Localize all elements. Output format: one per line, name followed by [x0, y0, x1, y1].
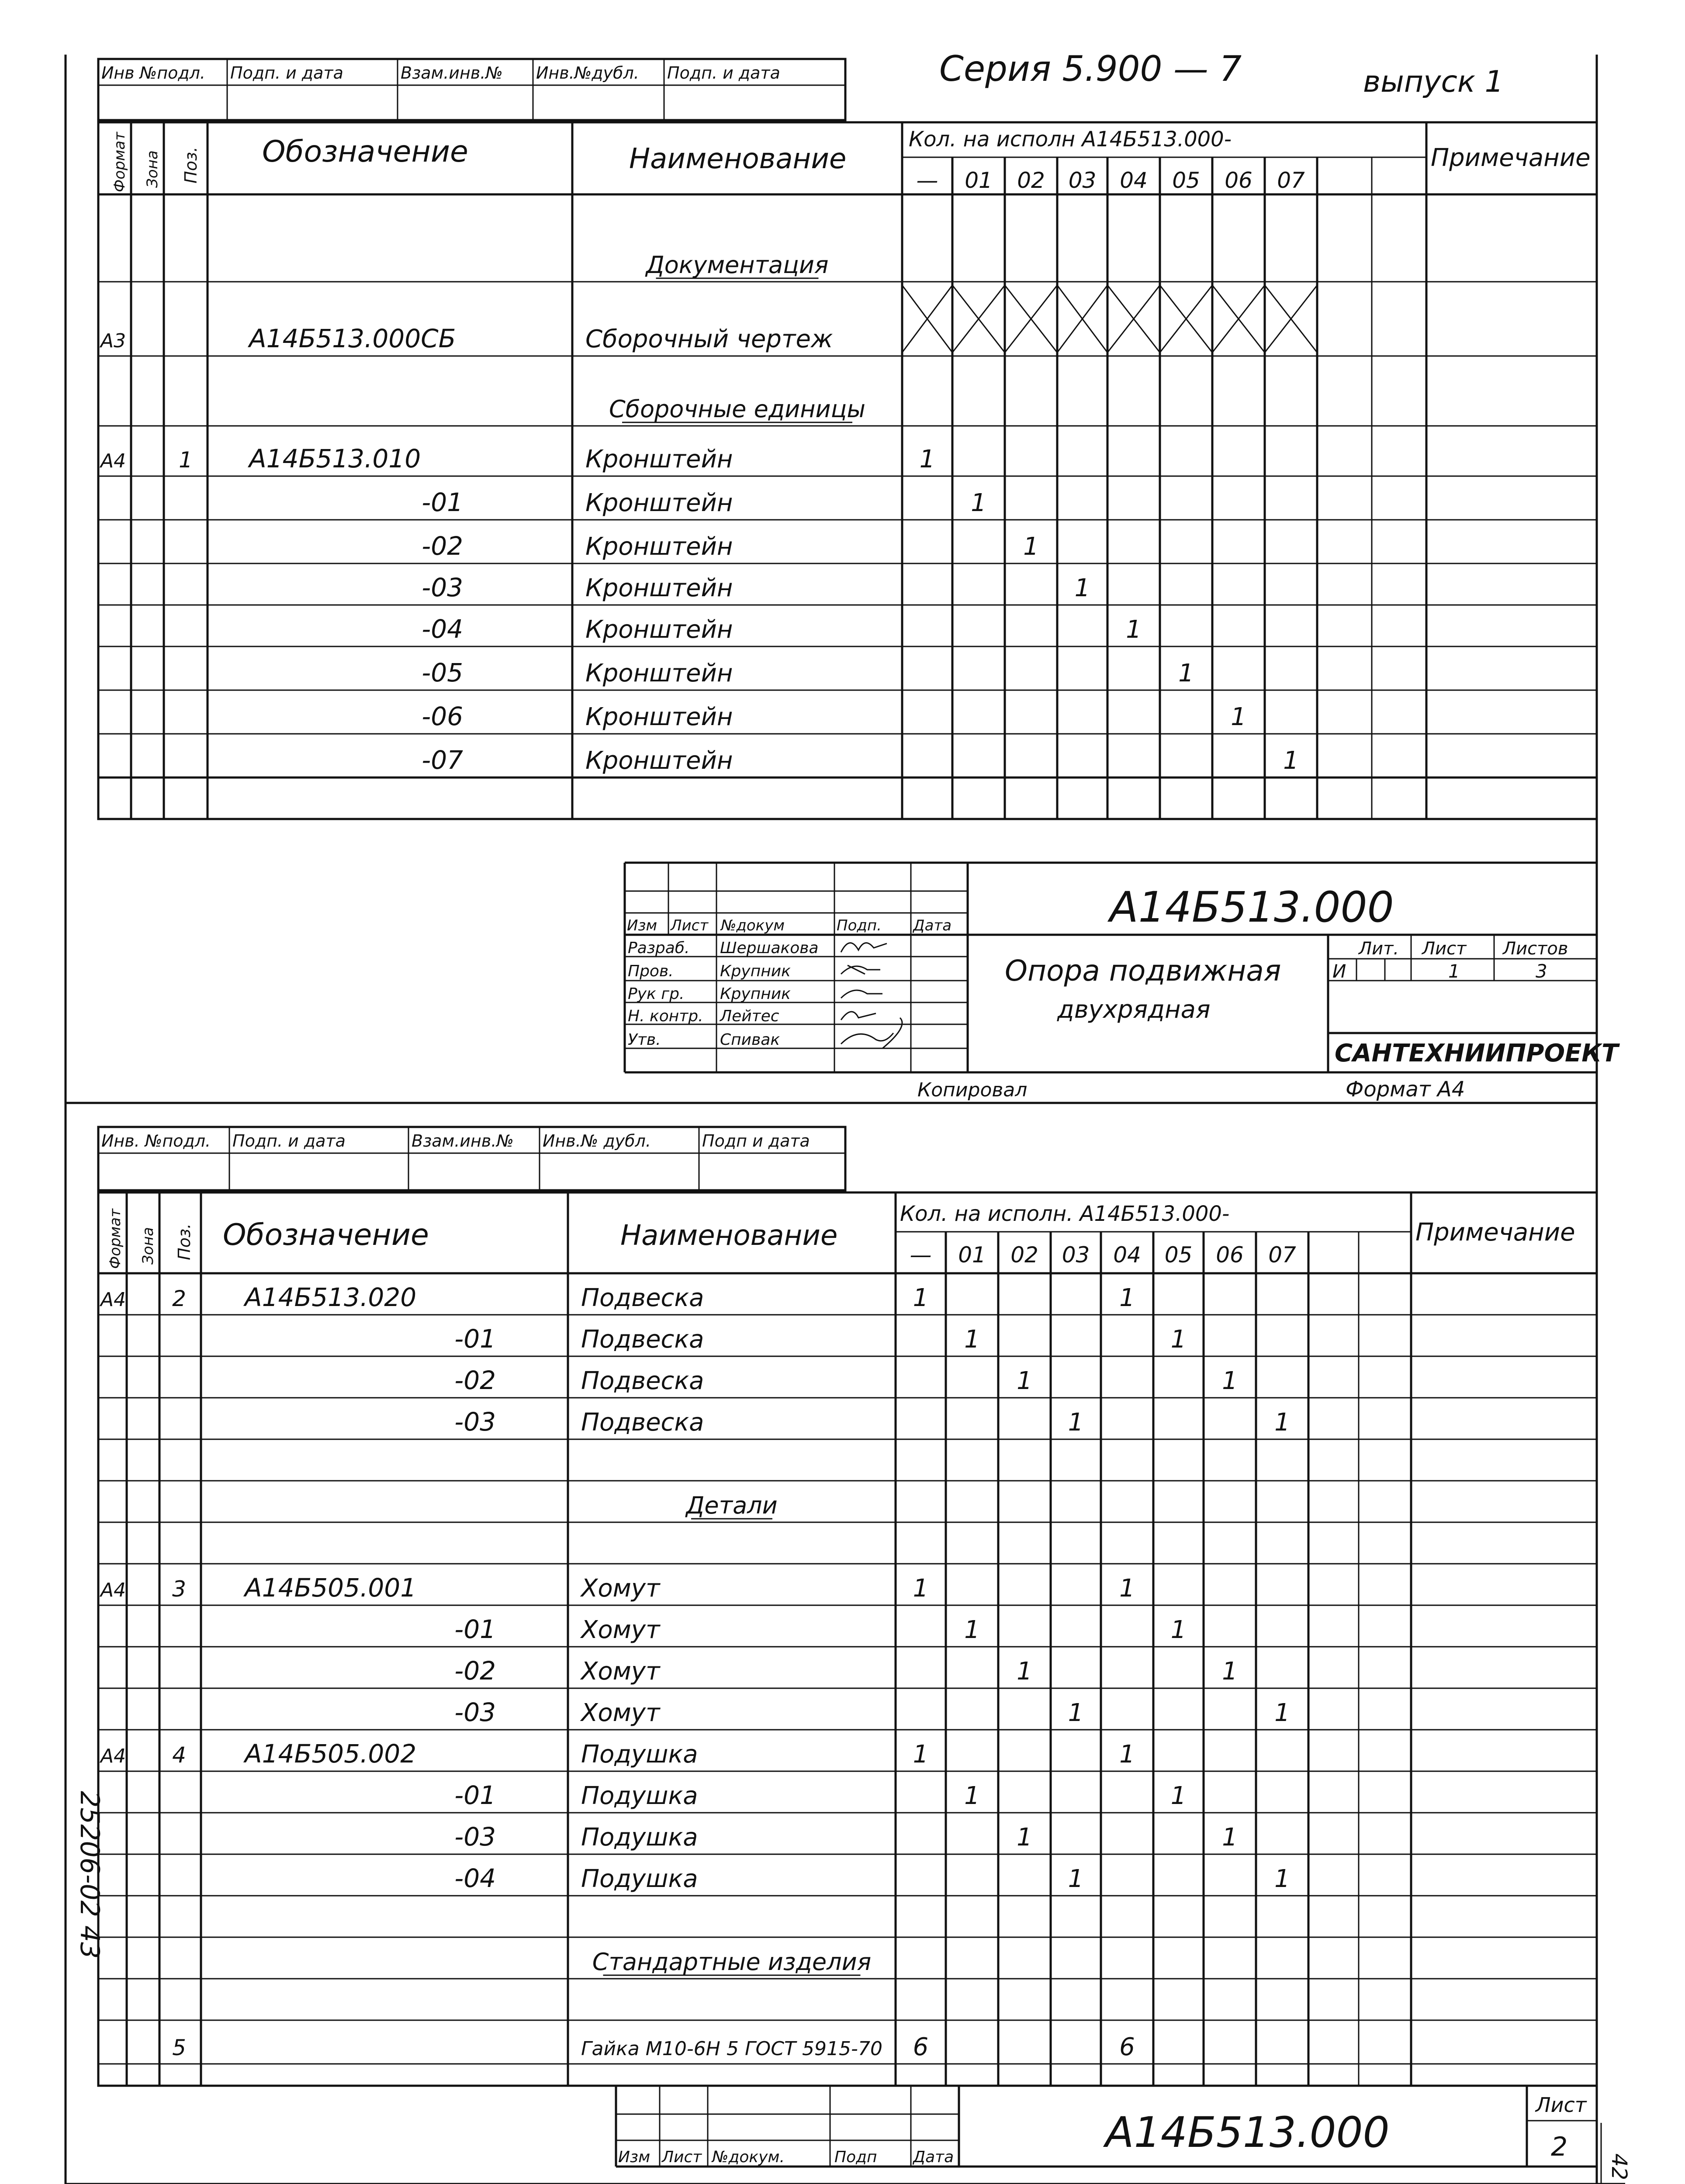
variant-header: 01: [965, 168, 993, 193]
qty-value: 1: [1222, 1367, 1238, 1395]
header2-note: Примечание: [1415, 1218, 1575, 1247]
variant-header: —: [916, 168, 938, 193]
qty-value: 1: [1074, 574, 1090, 602]
row-format: А3: [100, 330, 126, 352]
row-name: Сборочный чертеж: [585, 325, 833, 353]
doc-number: А14Б513.000: [1110, 883, 1394, 932]
doc-number-2: А14Б513.000: [1105, 2108, 1390, 2157]
variant-header: 04: [1113, 1242, 1141, 1268]
variant-header: —: [910, 1242, 932, 1268]
row-designation: А14Б505.002: [245, 1739, 417, 1769]
stamp2-label-replaced-inv: Взам.инв.№: [412, 1131, 514, 1151]
section-row: [592, 1948, 872, 1976]
header2-name: Наименование: [620, 1220, 838, 1252]
qty-value: 1: [1274, 1408, 1290, 1437]
qty-value: 1: [1017, 1823, 1032, 1852]
stamp-label-sign-date: Подп. и дата: [230, 63, 343, 83]
header-zone: Зона: [144, 150, 161, 188]
top-stamp-1: [98, 59, 845, 120]
row-designation: -01: [422, 487, 463, 517]
qty-value: 1: [1023, 532, 1039, 561]
row-designation: -02: [454, 1365, 496, 1395]
role-person: Крупник: [720, 962, 791, 980]
sheet-2: [66, 1103, 1631, 2184]
table-row: [454, 1697, 1290, 1727]
qty-value: 1: [1170, 1782, 1187, 1810]
row-name: Подвеска: [581, 1408, 704, 1437]
row-name: Подушка: [581, 1782, 698, 1810]
row-designation: А14Б513.020: [245, 1282, 417, 1312]
role-label: Разраб.: [628, 939, 690, 957]
table-row: [454, 1614, 1186, 1644]
stamp2-label-sign-date-2: Подп и дата: [702, 1131, 810, 1151]
stamp-label-replaced-inv: Взам.инв.№: [401, 63, 503, 83]
variant-header: 06: [1225, 168, 1253, 193]
table-row: [422, 745, 1299, 775]
row-name: Кронштейн: [585, 489, 733, 517]
row-designation: А14Б513.010: [249, 444, 421, 473]
row-name: Подушка: [581, 1740, 698, 1769]
qty-value: 1: [1283, 746, 1299, 775]
qty-value: 1: [1017, 1657, 1032, 1686]
row-designation: -03: [454, 1407, 496, 1437]
role-person: Лейтес: [720, 1007, 779, 1025]
table-row: [99, 1573, 1135, 1603]
qty-value: 1: [1068, 1408, 1084, 1437]
tb-label-sign: Подп.: [837, 917, 882, 934]
header-qty: Кол. на исполн А14Б513.000-: [909, 127, 1232, 152]
row-name: Хомут: [581, 1657, 660, 1686]
stamp2-label-inv-dup: Инв.№ дубл.: [543, 1131, 651, 1151]
tb2-label-sign: Подп: [834, 2148, 877, 2166]
row-designation: А14Б505.001: [245, 1573, 417, 1603]
row-designation: -01: [454, 1614, 496, 1644]
role-person: Спивак: [720, 1031, 780, 1049]
stamp-label-sign-date-2: Подп. и дата: [667, 63, 780, 83]
row-name: Кронштейн: [585, 659, 733, 688]
table-row: [172, 2033, 1135, 2061]
row-designation: -02: [454, 1656, 496, 1686]
row-name: Хомут: [581, 1574, 660, 1603]
table-row: [454, 1365, 1238, 1395]
row-designation: -04: [422, 614, 463, 644]
row-format: А4: [100, 1745, 126, 1767]
row-format: А4: [100, 1579, 126, 1601]
role-label: Рук гр.: [628, 985, 685, 1003]
table-row: [454, 1863, 1290, 1893]
row-designation: А14Б513.000СБ: [249, 324, 456, 353]
row-name: Подвеска: [581, 1325, 704, 1354]
title-block-role-row: [628, 985, 791, 1003]
title-block-2: [616, 2086, 1597, 2167]
qty-value: 1: [971, 489, 986, 517]
table-row: [99, 444, 935, 473]
product-title-line-2: двухрядная: [1057, 995, 1211, 1024]
qty-value: 6: [1119, 2033, 1135, 2061]
title-block-role-row: [628, 1007, 779, 1025]
section-title: Детали: [686, 1492, 778, 1519]
role-label: Утв.: [628, 1031, 661, 1049]
table-row: [454, 1324, 1186, 1354]
table-row: [422, 658, 1194, 688]
signatures: [841, 943, 902, 1048]
row-designation: -01: [454, 1324, 496, 1354]
qty-value: 1: [1119, 1574, 1135, 1603]
tb-lit-value: И: [1332, 961, 1346, 982]
margin-number: 25206-02 43: [74, 1791, 105, 1959]
title-block-role-row: [628, 939, 819, 957]
role-person: Шершакова: [720, 939, 819, 957]
qty-value: 1: [964, 1325, 980, 1354]
row-name: Кронштейн: [585, 445, 733, 473]
header-note: Примечание: [1431, 144, 1591, 172]
spec-table-2: [98, 1192, 1597, 2086]
header-pos: Поз.: [181, 146, 201, 183]
page-number: 42: [1607, 2153, 1631, 2181]
row-designation: -04: [454, 1863, 496, 1893]
table-row: [422, 702, 1246, 731]
title-block-role-row: [628, 962, 791, 980]
row-name: Кронштейн: [585, 615, 733, 644]
table-row: [454, 1780, 1186, 1810]
variant-header: 02: [1010, 1242, 1038, 1268]
row-designation: -05: [422, 658, 463, 688]
variant-header: 05: [1164, 1242, 1193, 1268]
row-name: Подушка: [581, 1823, 698, 1852]
stamp-label-inv-dup: Инв.№дубл.: [536, 63, 639, 83]
row-name: Кронштейн: [585, 574, 733, 602]
row-position: 4: [172, 1742, 186, 1768]
qty-value: 6: [913, 2033, 929, 2061]
row-position: 3: [172, 1576, 186, 1602]
row-name: Подвеска: [581, 1284, 704, 1312]
row-name: Кронштейн: [585, 703, 733, 731]
table-row: [422, 531, 1039, 561]
role-label: Пров.: [628, 962, 674, 980]
row-designation: -03: [454, 1822, 496, 1852]
row-designation: -03: [454, 1697, 496, 1727]
series-label: Серия 5.900 — 7: [939, 48, 1242, 89]
header-designation: Обозначение: [262, 135, 468, 169]
row-position: 2: [172, 1286, 186, 1311]
variant-header: 05: [1172, 168, 1200, 193]
qty-value: 1: [1170, 1616, 1187, 1644]
qty-value: 1: [1274, 1699, 1290, 1727]
variant-header: 02: [1017, 168, 1045, 193]
table-row: [454, 1407, 1290, 1437]
variant-header: 06: [1216, 1242, 1244, 1268]
tb2-label-list: Лист: [662, 2148, 702, 2166]
tb-sheet-label: Лист: [1422, 939, 1467, 959]
table-row: [99, 1739, 1135, 1769]
qty-value: 1: [1231, 703, 1246, 731]
qty-value: 1: [913, 1740, 929, 1769]
row-designation: -03: [422, 573, 463, 602]
row-name: Хомут: [581, 1616, 660, 1644]
table-row: [99, 324, 833, 353]
qty-value: 1: [1178, 659, 1194, 688]
row-format: А4: [100, 450, 126, 472]
variant-header: 03: [1062, 1242, 1090, 1268]
stamp2-label-inv-orig: Инв. №подл.: [101, 1131, 211, 1151]
table-row: [422, 614, 1142, 644]
role-label: Н. контр.: [628, 1007, 703, 1025]
qty-value: 1: [1068, 1699, 1084, 1727]
header2-pos: Поз.: [175, 1223, 194, 1260]
variant-header: 07: [1268, 1242, 1296, 1268]
role-person: Крупник: [720, 985, 791, 1003]
row-name: Подушка: [581, 1865, 698, 1893]
stamp2-label-sign-date: Подп. и дата: [232, 1131, 346, 1151]
variant-header: 01: [958, 1242, 986, 1268]
tb-sheet-value: 1: [1448, 961, 1460, 982]
qty-value: 1: [1222, 1657, 1238, 1686]
footer-format: Формат А4: [1346, 1077, 1465, 1102]
row-position: 1: [179, 447, 193, 473]
row-name: Кронштейн: [585, 532, 733, 561]
row-name: Гайка М10-6Н 5 ГОСТ 5915-70: [581, 2038, 882, 2060]
qty-value: 1: [1119, 1284, 1135, 1312]
header2-designation: Обозначение: [223, 1218, 429, 1252]
tb-sheets-label: Листов: [1503, 939, 1568, 959]
tb-lit-label: Лит.: [1359, 939, 1399, 959]
qty-value: 1: [919, 445, 935, 473]
row-format: А4: [100, 1289, 126, 1311]
organization: САНТЕХНИИПРОЕКТ: [1335, 1039, 1619, 1068]
tb-sheets-value: 3: [1536, 961, 1547, 982]
issue-label: выпуск 1: [1363, 65, 1504, 99]
row-designation: -06: [422, 702, 463, 731]
section-title: Стандартные изделия: [592, 1948, 872, 1976]
header2-format: Формат: [107, 1209, 124, 1269]
table-row: [454, 1656, 1238, 1686]
qty-value: 1: [964, 1616, 980, 1644]
section-title: Сборочные единицы: [609, 395, 866, 423]
qty-value: 1: [1017, 1367, 1032, 1395]
section-row: [645, 251, 829, 279]
qty-value: 1: [913, 1574, 929, 1603]
qty-value: 1: [1126, 615, 1142, 644]
tb-label-list: Лист: [671, 917, 709, 934]
stamp-label-inv-orig: Инв №подл.: [101, 63, 206, 83]
header-format: Формат: [111, 132, 128, 192]
table-row: [454, 1822, 1238, 1852]
qty-value: 1: [1170, 1325, 1187, 1354]
tb2-label-date: Дата: [913, 2148, 954, 2166]
header2-qty: Кол. на исполн. А14Б513.000-: [900, 1202, 1230, 1226]
section-title: Документация: [646, 251, 829, 279]
variant-header: 04: [1120, 168, 1148, 193]
footer-copied: Копировал: [917, 1079, 1028, 1101]
product-title-line-1: Опора подвижная: [1005, 954, 1281, 988]
row-designation: -07: [422, 745, 463, 775]
section-row: [609, 395, 865, 423]
variant-header: 07: [1277, 168, 1305, 193]
top-stamp-2: [98, 1127, 845, 1190]
header2-zone: Зона: [139, 1227, 157, 1265]
variant-header: 03: [1068, 168, 1097, 193]
tb-label-izm: Изм: [627, 917, 657, 934]
tb2-label-doc: №докум.: [712, 2148, 785, 2166]
sheet-1: [66, 48, 1620, 2184]
table-row: [422, 573, 1090, 602]
title-block-1: [625, 863, 1620, 1072]
row-designation: -02: [422, 531, 463, 561]
tb-label-doc: №докум: [721, 917, 785, 934]
tb2-label-izm: Изм: [618, 2148, 650, 2166]
spec-table-1: [98, 122, 1597, 819]
row-name: Кронштейн: [585, 746, 733, 775]
row-designation: -01: [454, 1780, 496, 1810]
row-position: 5: [172, 2035, 186, 2060]
tb2-sheet-label: Лист: [1536, 2093, 1587, 2117]
qty-value: 1: [913, 1284, 929, 1312]
header-name: Наименование: [629, 143, 847, 175]
qty-value: 1: [1222, 1823, 1238, 1852]
table-row: [99, 1282, 1135, 1312]
qty-value: 1: [1119, 1740, 1135, 1769]
row-name: Хомут: [581, 1699, 660, 1727]
section-row: [685, 1492, 778, 1519]
title-block-role-row: [628, 1031, 780, 1049]
qty-value: 1: [1274, 1865, 1290, 1893]
row-name: Подвеска: [581, 1367, 704, 1395]
qty-value: 1: [964, 1782, 980, 1810]
tb2-sheet-value: 2: [1551, 2132, 1568, 2162]
qty-value: 1: [1068, 1865, 1084, 1893]
tb-label-date: Дата: [913, 917, 952, 934]
